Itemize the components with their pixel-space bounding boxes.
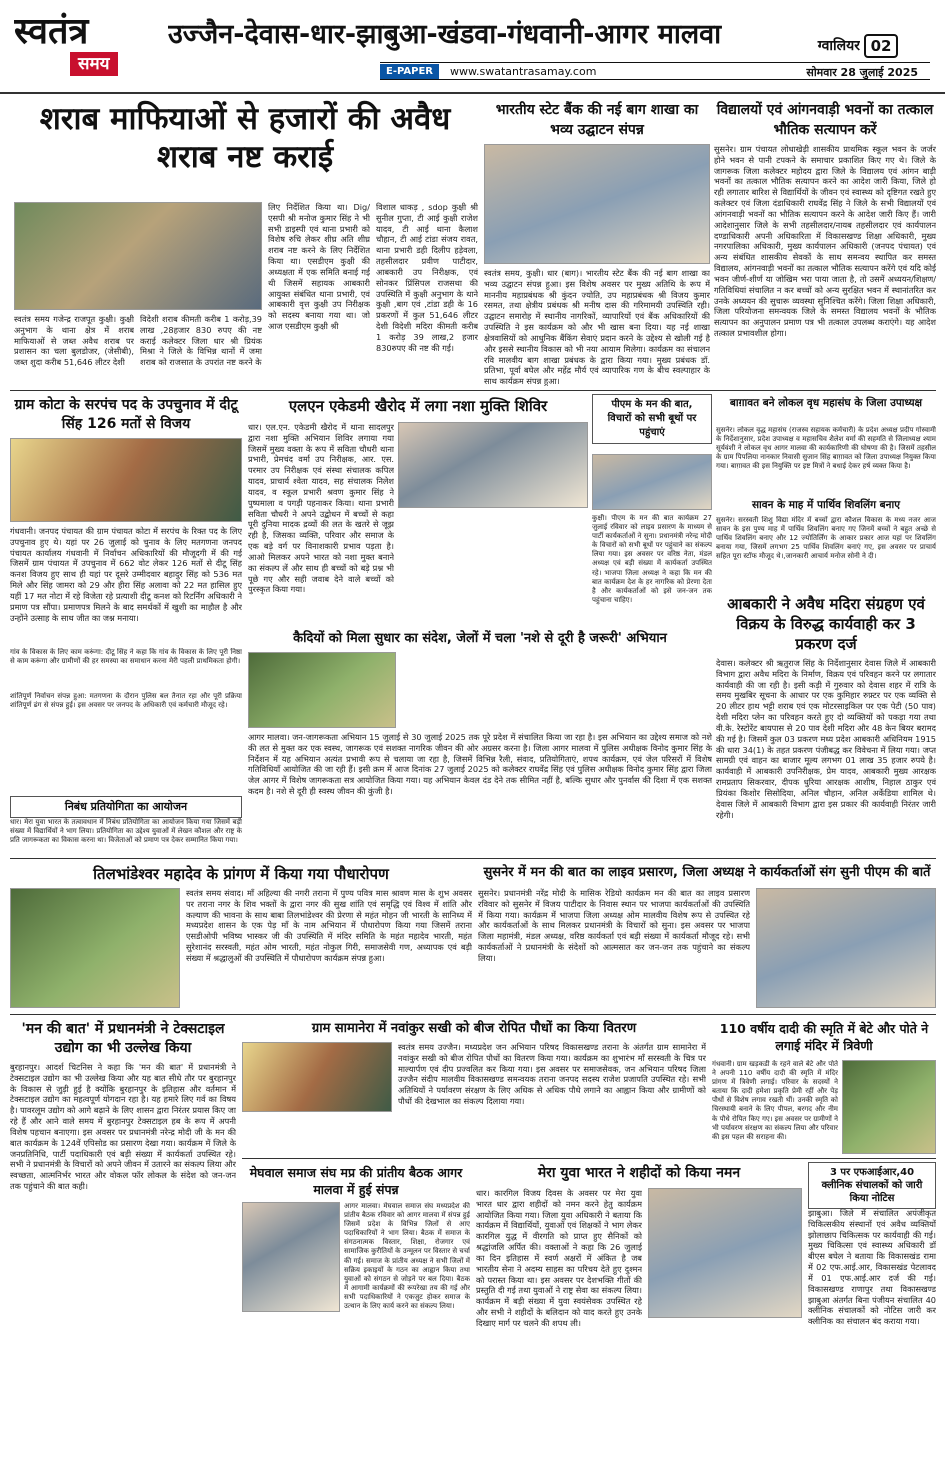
headline: बाग़ावत बने लोकल वृध महासंघ के जिला उपाध्यक्ष (729, 397, 923, 409)
photo (842, 1060, 936, 1154)
city-label: ग्वालियर (817, 38, 860, 54)
article-body: कुक्षी। पीएम के मन की बात कार्यक्रम 27 जुलाई रविवार को लाइव प्रसारण के माध्यम से पार्टी कार्यकर्ताओं ने सुना। प्रधानमंत्री नरेन्द्र मोदी के विचारों को सभी बूथों पर पहुंचाने का संकल्प लिया गया। इस अवसर पर वरिष्ठ नेता, मंडल अध्यक्ष एवं बड़ी संख्या में कार्यकर्ता उपस्थित रहे। भाजपा जिला अध्यक्ष ने कहा कि मन की बात कार्यक्रम देश के हर नागरिक को प्रेरणा देता है और कार्यकर्ताओं को इसे जन-जन तक पहुंचाना चाहिए। (592, 514, 712, 604)
article-excise-cases (716, 592, 936, 854)
logo (14, 12, 174, 80)
headline: निबंध प्रतियोगिता का आयोजन (10, 796, 242, 818)
photo (242, 1202, 340, 1312)
headline: एलएन एकेडमी खैरोद में लगा नशा मुक्ति शिविर (288, 397, 548, 415)
article-body: झाबुआ। जिले में संचालित अपंजीकृत चिकित्सकीय संस्थानों एवं अवैध व्यक्तियों झोलाछाप चिकित्सक पर कार्यवाही की गई। मुख्य चिकित्सा एवं स्वास्थ्य अधिकारी डॉ बीएस बघेल ने बताया कि विकासखंड रामा में 02 एफ.आई.आर, विकासखंड पेटलावद में 01 एफ.आई.आर दर्ज की गई। विकासखण्ड राणापुर तथा विकासखण्ड झाबुआ अंतर्गत बिना पंजीयन संचालित 40 क्लीनिक संचालकों को नोटिस जारी कर क्लीनिक का संचालन बंद कराया गया। (808, 1208, 936, 1327)
article-body: धार। मेरा युवा भारत के तत्वावधान में निबंध प्रतियोगिता का आयोजन किया गया जिसमें बड़ी संख्या में विद्यार्थियों ने भाग लिया। प्रतियोगिता का उद्देश्य युवाओं में लेखन कौशल और राष्ट्र के प्रति जागरूकता का विकास करना था। विजेताओं को प्रमाण पत्र देकर सम्मानित किया गया। (10, 818, 242, 845)
headline: 'मन की बात' में प्रधानमंत्री ने टेक्सटाइल उद्योग का भी उल्लेख किया (21, 1021, 225, 1056)
article-body: सुसनेर। लोकल वृद्ध महासंघ (राजस्व सहायक कर्मचारी) के प्रदेश अध्यक्ष प्रदीप गोस्वामी के निर्देशानुसार, प्रदेश उपाध्यक्ष व महासचिव शैलेश वर्मा की सहमति से जिलाध्यक्ष श्याम सूर्यवंशी ने लोकल वृध आगर मालवा की कार्यकारिणी की घोषणा की है। जिसमें तहसील के ग्राम पिपलिया नानकार निवासी सुजान सिंह बाग़ावत को जिला उपाध्यक्ष नियुक्त किया गया। बाग़ावत की इस नियुक्ति पर इष्ट मित्रों ने बधाई देकर हर्ष व्यक्त किया है। (716, 426, 936, 471)
article-body-col1: स्वतंत्र समय गजेन्द्र राजपूत कुक्षी। कुक्षी अनुभाग के थाना क्षेत्र में शराब माफियाओं से जब्त अवैध शराब पर प्रशासन का चला बुलडोजर, (जेसीबी), जब्त शुदा करीब 51,646 लीटर देशी (14, 314, 134, 368)
article-body-col2: विदेशी शराब कीमती करीब 1 करोड़,39 लाख ,28हजार 830 रुपए की नष्ट कराई कलेक्टर जिला धार श्री प्रियंक मिश्रा ने जिले के विभिन्न थानों में जमा शराब को राजसात के उपरांत नष्ट करने के (140, 314, 262, 368)
logo-bottom: समय (70, 52, 118, 76)
headline: शराब माफियाओं से हजारों की अवैध शराब नष्ट कराई (39, 101, 451, 175)
article-liquor-destroyed (10, 98, 480, 388)
headline: कैदियों को मिला सुधार का संदेश, जेलों में चला 'नशे से दूरी है जरूरी' अभियान (293, 631, 667, 646)
page-number: 02 (864, 34, 898, 58)
article-body: गंधवानी। जनपद पंचायत की ग्राम पंचायत कोटा में सरपंच के रिक्त पद के लिए उपचुनाव हुए थे। यहां पर 26 जुलाई को चुनाव के लिए मतगणना जनपद पंचायत कार्यालय गंधवानी में निर्वाचन अधिकारियों की मौजूदगी में की गई जिसमें ग्राम पंचायत में उपचुनाव में 662 वोट लेकर 126 मतों से दीटू सिंह कनश विजय हुए साथ ही यहां पर दूसरे उम्मीदवार बहादुर सिंह को 536 मत मिले और सिंह जामरा को 29 और हीरा सिंह अलावा को 22 मत हासिल हुए यहीं 17 मत नोटा में रहे विजेता रहे प्रत्याशी दीटू कनश को रिटर्निंग अधिकारी ने प्रमाण पत्र सौंपा। प्रमाणपत्र मिलने के बाद समर्थकों में खुशी का माहौल है और उन्होंने उत्साह के साथ जीत का जश्न मनाया। (10, 526, 242, 623)
headline: ग्राम कोटा के सरपंच पद के उपचुनाव में दीटू सिंह 126 मतों से विजय (14, 397, 238, 432)
article-school-verification (714, 98, 936, 388)
photo (592, 454, 712, 510)
article-body: धार। कारगिल विजय दिवस के अवसर पर मेरा युवा भारत धार द्वारा शहीदों को नमन करने हेतु कार्यक्रम आयोजित किया गया। जिला युवा अधिकारी ने बताया कि कार्यक्रम में विद्यार्थियों, युवाओं एवं शिक्षकों ने भाग लेकर कारगिल युद्ध में वीरगति को प्राप्त हुए सैनिकों को श्रद्धांजलि अर्पित की। वक्ताओं ने कहा कि 26 जुलाई का दिन इतिहास में स्वर्ण अक्षरों में अंकित है जब भारतीय सेना ने अदम्य साहस का परिचय देते हुए दुश्मन को परास्त किया था। इस अवसर पर देशभक्ति गीतों की प्रस्तुति दी गई तथा युवाओं ने राष्ट्र सेवा का संकल्प लिया। कार्यक्रम में बड़ी संख्या में युवा स्वयंसेवक उपस्थित रहे और सभी ने शहीदों के बलिदान को याद करते हुए उनके दिखाए मार्ग पर चलने की शपथ ली। (476, 1188, 642, 1328)
article-jail-campaign (248, 628, 712, 854)
photo (10, 888, 180, 1008)
headline: सावन के माह में पार्थिव शिवलिंग बनाए (751, 499, 901, 511)
masthead (0, 0, 945, 92)
article-meghwal-meeting (242, 1162, 470, 1464)
article-body: स्वतंत्र समय संवाद। माँ अहिल्या की नगरी तराना में पुण्य पवित्र मास श्रावण मास के शुभ अवसर पर तराना नगर के शिव भक्तों के द्वारा नगर की सुख शांति एवं समृद्धि एवं विश्व में शांति और कल्याण की भावना के साथ बाबा तिलभांडेश्वर की प्रेरणा से महंत मोहन जी भारती के सानिध्य में मध्यप्रदेश शासन के एक पेड़ माँ के नाम अभियान में पौधारोपण किया गया जिसमें तराना एसडीओपी भविष्य भास्कर जी की उपस्थिति में मंदिर समिति के महंत महादेव भारती, महंत सुरेशानंद सरस्वती, महंत ओम भारती, महंत नोकुल गिरी, समाजसेवी गण, अध्यापक एवं बड़ी संख्या में श्रद्धालुओं की उपस्थिति में पौधारोपण कार्यक्रम संपन्न हुआ। (186, 888, 472, 963)
article-body: धार। एल.एन. एकेडमी खैरोद में थाना सादलपुर द्वारा नशा मुक्ति अभियान शिविर लगाया गया जिसमें मुख्य वक्ता के रूप में सविता चौधरी थाना प्रभारी, प्रेमचंद वर्मा उप निरीक्षक, आर. एस. परमार उप निरीक्षक एवं संस्था संचालक कपिल यादव, प्राचार्य श्वेता यादव, सह संचालक निलेश यादव, व स्कूल प्रभारी श्रवण कुमार सिंह ने पुष्पमाला व पगड़ी पहनाकर किया। थाना प्रभारी सविता चौधरी ने अपने उद्बोधन में बच्चों से कहा पूरी दुनिया मादक द्रव्यों की लत के खतरे से जूझ रही है, जिसका व्यक्ति, परिवार और समाज के एक बड़े वर्ग पर विनाशकारी प्रभाव पड़ता है। आओ मिलकर अपने भारत को नशा मुक्त बनाने का संकल्प लें और साथ ही बच्चों को बड़े प्रश्न भी पूछे गए और सही जवाब देने वाले बच्चों को पुरस्कृत किया गया। (248, 422, 394, 595)
article-body: स्वतंत्र समय उज्जैन। मध्यप्रदेश जन अभियान परिषद विकासखण्ड तराना के अंतर्गत ग्राम सामानेरा में नवांकुर सखी को बीज रोपित पौधों का वितरण किया गया। कार्यक्रम का शुभारंभ माँ सरस्वती के चित्र पर माल्यार्पण एवं दीप प्रज्वलित कर किया गया। इस अवसर पर समाजसेवक, जन अभियान परिषद जिला उज्जैन संदीप मालवीय विकासखण्ड समन्वयक तराना जनपद सदस्य राजेश प्रजापति उपस्थित रहे। सभी अतिथियों ने पर्यावरण संरक्षण के लिए अधिक से अधिक पौधे लगाने का आह्वान किया और ग्रामीणों को पौधों की देखभाल का संकल्प दिलाया गया। (398, 1042, 706, 1107)
article-local-union (716, 394, 936, 494)
article-mann-ki-baat-booths (592, 394, 712, 626)
article-susner-live (478, 862, 936, 1012)
headline: मेघवाल समाज संघ मप्र की प्रांतीय बैठक आगर मालवा में हुई संपन्न (249, 1165, 463, 1197)
article-nasha-mukti-camp (248, 394, 588, 626)
photo (242, 1042, 392, 1112)
headline: भारतीय स्टेट बैंक की नई बाग शाखा का भव्य उद्घाटन संपन्न (495, 102, 699, 138)
article-shivling (716, 496, 936, 588)
headline: 3 पर एफआईआर,40 क्लीनिक संचालकों को जारी किया नोटिस (808, 1162, 936, 1209)
article-body: गंधवानी। ग्राम खड़कडी के रहने वाले बेटे और पोते ने अपनी 110 वर्षीय दादी की स्मृति में मंदिर प्रांगण में त्रिवेणी लगाई। परिवार के सदस्यों ने बताया कि दादी हमेशा प्रकृति प्रेमी रहीं और पेड़ पौधों से विशेष लगाव रखती थीं। उनकी स्मृति को चिरस्थायी बनाने के लिए पीपल, बरगद और नीम के पौधे रोपित किए गए। इस अवसर पर ग्रामीणों ने भी पर्यावरण संरक्षण का संकल्प लिया और परिवार की इस पहल की सराहना की। (712, 1060, 838, 1141)
article-body-col4: विशाल धाकड़ , sdop कुक्षी श्री सुनील गुप्ता, टी आई कुक्षी राजेश यादव, टी आई थाना कैलाश चौहान, टी आई टांडा संजय रावत, थाना प्रभारी डही दिलीप हड़ेवला, तहसीलदार प्रवीण पाटीदार, आबकारी उप निरीक्षक, एवं सोनकर प्रिंसिपल राजसथा की उपस्थिति में कुक्षी अनुभाग के थाने कुक्षी ,बाग एवं ,टांडा डही के 16 प्रकरणों में कुल 51,646 लीटर देशी विदेशी मदिरा कीमती करीब 1 करोड़ 39 लाख,2 हजार 830रुपए की नष्ट की गई। (376, 202, 478, 353)
article-body: आगर मालवा। जन-जागरूकता अभियान 15 जुलाई से 30 जुलाई 2025 तक पूरे प्रदेश में संचालित किया जा रहा है। इस अभियान का उद्देश्य समाज को नशे की लत से मुक्त कर एक स्वस्थ, जागरूक एवं सशक्त नागरिक जीवन की ओर अग्रसर करना है। जिला आगर मालवा में पुलिस अधीक्षक विनोद कुमार सिंह के निर्देशन में यह अभियान अत्यंत प्रभावी रूप से चलाया जा रहा है, जिसमें विभिन्न रैली, संवाद, प्रतियोगिताएं, शपथ कार्यक्रम, एवं जेल परिसरों में विशेष गतिविधियाँ आयोजित की जा रही हैं। इसी क्रम में आज दिनांक 27 जुलाई 2025 को कलेक्टर राघवेंद्र सिंह एवं पुलिस अधीक्षक विनोद कुमार सिंह द्वारा जिला जेल आगर में विशेष जागरूकता सत्र आयोजित किया गया। यह अभियान केवल दंड देने तक सीमित नहीं है, बल्कि सुधार और पुनर्वास की दिशा में एक सशक्त कदम है। नशे से दूरी ही स्वस्थ जीवन की कुंजी है। (248, 732, 712, 797)
article-body-col3: लिए निर्देशित किया था। Dig/एसपी श्री मनोज कुमार सिंह ने भी सभी डाइस्पी एवं थाना प्रभारी को विशेष रुचि लेकर शीघ्र अति शीघ्र शराब नष्ट करने के लिए निर्देशित किया था। एसडीएम कुक्षी की अध्यक्षता में एक समिति बनाई गई थी जिसमें सहायक आबकारी आयुक्त संबंधित थाना प्रभारी, एवं आबकारी वृत्त कुक्षी उप निरीक्षक को सदस्य बनाया गया था। जो आज एसडीएम कुक्षी श्री (268, 202, 370, 332)
article-tarana-plantation (10, 862, 472, 1012)
website-link[interactable]: www.swatantrasamay.com (450, 65, 597, 78)
headline: विद्यालयों एवं आंगनवाड़ी भवनों का तत्काल भौतिक सत्यापन करें (716, 102, 934, 138)
headline: पीएम के मन की बात, विचारों को सभी बूथों पर पहुंचाएं (592, 394, 712, 444)
headline: आबकारी ने अवैध मदिरा संग्रहण एवं विक्रय के विरुद्ध कार्यवाही कर 3 प्रकरण दर्ज (727, 595, 925, 653)
article-body: स्वतंत्र समय, कुक्षी। धार (बाग)। भारतीय स्टेट बैंक की नई बाग शाखा का भव्य उद्घाटन संपन्न हुआ। इस विशेष अवसर पर मुख्य अतिथि के रूप में माननीय महाप्रबंधक श्री कुंदन ज्योति, उप महाप्रबंधक श्री विजय कुमार रसमत, तथा क्षेत्रीय प्रबंधक श्री मनीष दास की गरिमामयी उपस्थिति रही। उद्घाटन समारोह में स्थानीय नागरिकों, व्यापारियों एवं बैंक अधिकारियों की उपस्थिति ने इस कार्यक्रम को और भी खास बना दिया। यह नई शाखा क्षेत्रवासियों को आधुनिक बैंकिंग सेवाएं प्रदान करने के उद्देश्य से खोली गई है और इससे स्थानीय विकास को भी नया आयाम मिलेगा। कार्यक्रम का संचालन रवि मालवीय बाग शाखा प्रबंधक के द्वारा किया गया। मुख्य प्रबंधक डॉ. प्रतिभा, पूर्वा बघेल और महेंद्र मौर्य एवं व्यापारिक गण के बीच स्वल्पाहार के साथ कार्यक्रम संपन्न हुआ। (484, 268, 710, 386)
photo (248, 652, 396, 728)
article-sbi-branch (484, 98, 710, 388)
photo (648, 1188, 802, 1318)
subnote-peaceful: शांतिपूर्ण निर्वाचन संपन्न हुआ: मतगणना के दौरान पुलिस बल तैनात रहा और पूरी प्रक्रिया शांतिपूर्ण ढंग से संपन्न हुई। इस अवसर पर जनपद के अधिकारी एवं कर्मचारी मौजूद रहे। (10, 692, 242, 710)
article-kota-election (10, 394, 242, 794)
photo (756, 888, 936, 1008)
headline: 110 वर्षीय दादी की स्मृति में बेटे और पोते ने लगाई मंदिर में त्रिवेणी (719, 1021, 929, 1053)
headline: सुसनेर में मन की बात का लाइव प्रसारण, जिला अध्यक्ष ने कार्यकर्ताओं संग सुनी पीएम की बातें (483, 865, 931, 880)
photo (484, 144, 710, 264)
photo (398, 422, 588, 508)
logo-top: स्वतंत्र (14, 12, 89, 52)
article-body: सुसनेर। ग्राम पंचायत लोधाखेड़ी शासकीय प्राथमिक स्कूल भवन के जर्जर होने भवन से पानी टपकने के समाचार प्रकाशित किए गए थे। जिले के जागरूक जिला कलेक्टर महोदय द्वारा जिले के विद्यालय एवं आंगन बाड़ी भवनों का तत्काल भौतिक सत्यापन करने का आदेश जारी किया, जिले हो रही लगातार बारिश से विद्यार्थियों के जीवन एवं स्वास्थ्य को दृष्टिगत रखते हुए कलेक्टर एवं जिला दंडाधिकारी राघवेंद्र सिंह ने जिले के सभी विद्यालयों एवं आंगनवाड़ी भवनों का भौतिक सत्यापन करने के आदेश जारी किए हैं। जारी आदेशानुसार जिले के सभी तहसीलदार/नायब तहसीलदार एवं कार्यपालन दण्डाधिकारी अपनी अधिकारिता में विकासखण्ड शिक्षा अधिकारी, मुख्य नगरपालिका अधिकारी, मुख्य कार्यपालन अधिकारी (जनपद पंचायत) एवं अन्य संबंधित शासकीय सेवकों के साथ समन्वय स्थापित कर समस्त विद्यालय, आंगनवाड़ी भवनों का तत्काल भौतिक सत्यापन करेंगे एवं यदि कोई भवन जीर्ण-शीर्ण या जोखिम भरा पाया जाता है, तो उसमें अध्ययन/शिक्षण/गतिविधियां संचालित न कर बच्चों को अन्य सुरक्षित भवन में स्थानांतरित कर उनके अध्ययन की सुचारू व्यवस्था सुनिश्चित करेंगे। जिला शिक्षा अधिकारी, जिला परियोजना समन्वयक जिले के समस्त विद्यालय भवनों के भौतिक सत्यापन का अनुपालन प्रमाण पत्र भी तत्काल उपलब्ध कराएंगे। यह आदेश तत्काल प्रभावशील होगा। (714, 144, 936, 339)
headline: ग्राम सामानेरा में नवांकुर सखी को बीज रोपित पौधों का किया वितरण (311, 1021, 637, 1036)
article-body: सुसनेर। प्रधानमंत्री नरेंद्र मोदी के मासिक रेडियो कार्यक्रम मन की बात का लाइव प्रसारण रविवार को सुसनेर में विजय पाटीदार के निवास स्थान पर भाजपा कार्यकर्ताओं की उपस्थिति में किया गया। कार्यक्रम में भाजपा जिला अध्यक्ष ओम मालवीय विशेष रूप से उपस्थित रहे और कार्यकर्ताओं के साथ मिलकर प्रधानमंत्री के विचारों को सुना। इस अवसर पर भाजपा जिला महामंत्री, मंडल अध्यक्ष, वरिष्ठ कार्यकर्ता एवं बड़ी संख्या में कार्यकर्ता मौजूद रहे। सभी कार्यकर्ताओं ने प्रधानमंत्री के संदेशों को आत्मसात कर जन-जन तक पहुंचाने का संकल्प लिया। (478, 888, 750, 963)
masthead-bar (380, 62, 930, 80)
epaper-label: E-PAPER (380, 64, 439, 79)
article-body: बुरहानपुर। आदर्श चिटनिस ने कहा कि 'मन की बात' में प्रधानमंत्री ने टेक्सटाइल उद्योग का भी उल्लेख किया और यह बात सीधे तौर पर बुरहानपुर के विकास से जुड़ी हुई है क्योंकि बुरहानपुर के इतिहास और वर्तमान में टेक्सटाइल उद्योग का महत्वपूर्ण योगदान रहा है। यह हमारे लिए गर्व का विषय है। पावरलूम उद्योग को आगे बढ़ाने के लिए शासन द्वारा निरंतर प्रयास किए जा रहे हैं और आने वाले समय में बुरहानपुर टेक्सटाइल हब के रूप में अपनी विशेष पहचान बनाएगा। इस अवसर पर प्रधानमंत्री नरेन्द्र मोदी जी के मन की बात कार्यक्रम के 124वें एपिसोड का प्रसारण देखा गया। कार्यक्रम में जिले के जनप्रतिनिधि, पार्टी पदाधिकारी एवं बड़ी संख्या में कार्यकर्ता उपस्थित रहे। सभी ने प्रधानमंत्री के विचारों को अपने जीवन में उतारने का संकल्प लिया और स्वच्छता, आत्मनिर्भर भारत और वोकल फॉर लोकल के संदेश को जन-जन तक पहुंचाने की बात कही। (10, 1062, 236, 1192)
article-martyrs-tribute (476, 1162, 802, 1464)
article-body: देवास। कलेक्टर श्री ऋतुराज सिंह के निर्देशानुसार देवास जिले में आबकारी विभाग द्वारा अवैध मदिरा के निर्माण, विक्रय एवं परिवहन करने पर लगातार कार्यवाही की जा रही है। इसी कड़ी में गुरुवार को देवास शहर में रात्रि के समय मुखबिर सूचना के आधार पर एक कुमिहार रुफ़्टर पर एक व्यक्ति से 20 लीटर हाथ भट्टी शराब एवं एक मोटरसाइकिल पर एक पेटी (50 पाव) देशी मदिरा प्लेन का परिवहन करते हुए दो व्यक्तियों को पकड़ा गया तथा वी.के. रेस्टोरेंट बायपास से 20 पाव देशी मदिरा और 48 केन बियर बरामद की गई है। जिसमें कुल 03 प्रकरण मध्य प्रदेश आबकारी अधिनियम 1915 की धारा 34(1) के तहत प्रकरण पंजीबद्ध कर विवेचना में लिया गया। जप्त सामग्री एवं वाहन का बाजार मूल्य लगभग 01 लाख 35 हजार रुपये है। कार्यवाही में आबकारी उपनिरीक्षक, प्रेम यादव, आबकारी मुख्य आरक्षक रामप्रताप सिकरवार, दीपक धुरिया आरक्षक आशीष, निहाल ठाकुर एवं प्रियंका किशोर सिसोदिया, अनिल चौहान, अनिल अर्केडिया शामिल थे। देवास जिले में आबकारी विभाग द्वारा इस प्रकार की कार्यवाही निरंतर जारी रहेगी। (716, 658, 936, 820)
subnote-development: गांव के विकास के लिए काम करूंगा: दीटू सिंह ने कहा कि गांव के विकास के लिए पूरी निष्ठा से काम करूंगा और ग्रामीणों की हर समस्या का समाधान करना मेरी पहली प्राथमिकता होगी। (10, 648, 242, 666)
article-body: आगर मालवा। मेघवाल समाज संघ मध्यप्रदेश की प्रांतीय बैठक रविवार को आगर मालवा में संपन्न हुई जिसमें प्रदेश के विभिन्न जिलों से आए पदाधिकारियों ने भाग लिया। बैठक में समाज के संगठनात्मक विस्तार, शिक्षा, रोजगार एवं सामाजिक कुरीतियों के उन्मूलन पर विस्तार से चर्चा की गई। समाज के प्रांतीय अध्यक्ष ने सभी जिलों में सक्रिय इकाइयों के गठन का आह्वान किया तथा युवाओं को संगठन से जोड़ने पर बल दिया। बैठक में आगामी कार्यक्रमों की रूपरेखा तय की गई और सभी पदाधिकारियों ने एकजुट होकर समाज के उत्थान के लिए कार्य करने का संकल्प लिया। (344, 1202, 470, 1311)
issue-date: सोमवार 28 जुलाई 2025 (806, 66, 918, 79)
article-grandmother-memory (712, 1018, 936, 1156)
article-navankur-plants (242, 1018, 706, 1156)
headline: मेरा युवा भारत ने शहीदों को किया नमन (537, 1165, 741, 1181)
photo (14, 202, 262, 310)
photo (10, 438, 242, 522)
article-textile-mention (10, 1018, 236, 1464)
headline: तिलभांडेश्वर महादेव के प्रांगण में किया गया पौधारोपण (93, 865, 389, 883)
article-clinic-notices (808, 1162, 936, 1464)
edition-title: उज्जैन-देवास-धार-झाबुआ-खंडवा-गंधवानी-आगर मालवा (168, 19, 722, 50)
article-body: सुसनेर। सरस्वती शिशु विद्या मंदिर में बच्चों द्वारा कौशल विकास के मध्य नजर आज सावन के इस पुण्य माह में पार्थिव शिवलिंग बनाए गए जिनमें बच्चों ने बहुत अच्छे से पार्थिव शिवलिंग बनाए और 12 ज्योतिर्लिंग के आकार प्रकार आज यहां पर शिवलिंग बनाया गया, जिसमें लगभग 25 पार्थिव शिवलिंग बनाएं गए, इस अवसर पर प्राचार्य सहित पूरा स्टॉफ मौजूद थे।,जानकारी आचार्य मनोज सोनी ने दी। (716, 516, 936, 561)
